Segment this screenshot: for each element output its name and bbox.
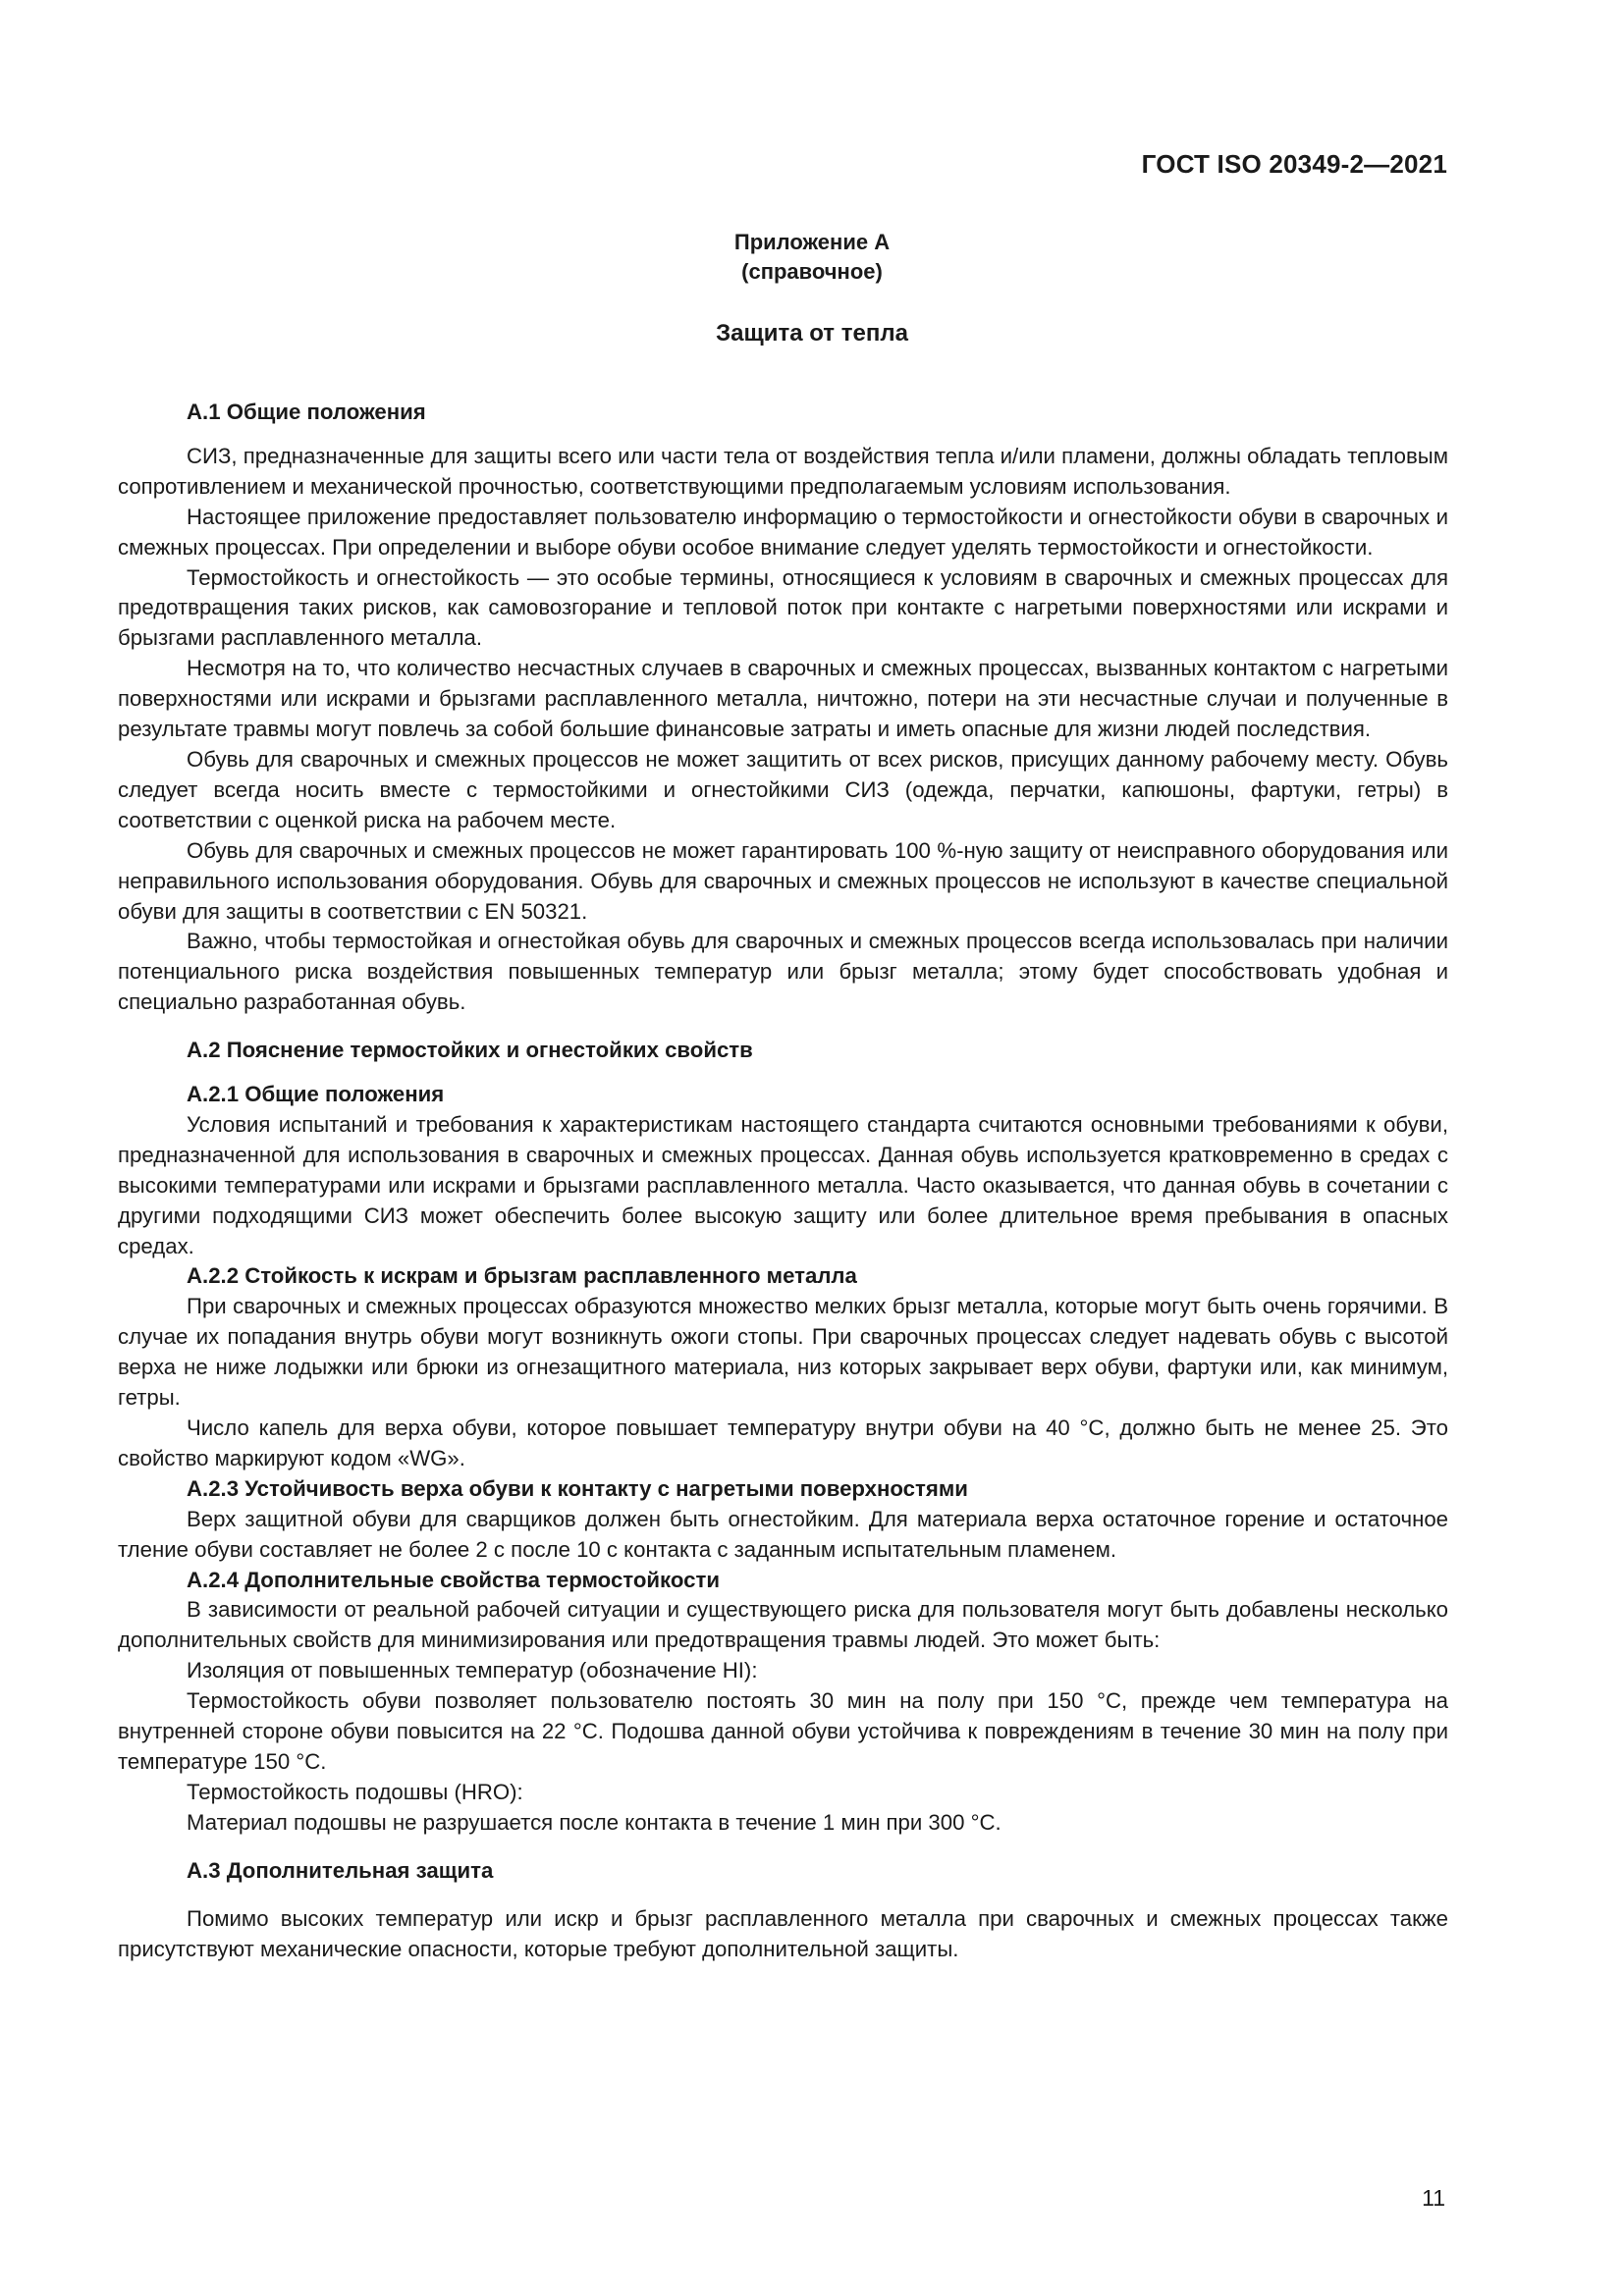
paragraph: Условия испытаний и требования к характеристикам настоящего стандарта считаются основными требованиями к обуви, предназначенной для использования в сварочных и смежных процессах. Данная обувь используется кратковременно в средах с высокими температурами или искрами и брызгами расплавленного металла. Часто оказывается, что данная обувь в сочетании с другими подходящими СИЗ может обеспечить более высокую защиту или более длительное время пребывания в опасных средах. [118,1111,1448,1258]
page-number: 11 [1422,2185,1445,2211]
paragraph: Термостойкость и огнестойкость — это особые термины, относящиеся к условиям в сварочных и смежных процессах для предотвращения таких рисков, как самовозгорание и тепловой поток при контакте с нагретыми поверхностями или искрами и брызгами расплавленного металла. [118,564,1448,651]
section-heading-a3: А.3 Дополнительная защита [187,1857,494,1883]
document-body [118,398,1448,1964]
paragraph: В зависимости от реальной рабочей ситуации и существующего риска для пользователя могут быть добавлены несколько дополнительных свойств для минимизирования или предотвращения травмы людей. Это может быть: [118,1597,1448,1653]
appendix-label: Приложение А [733,230,891,254]
paragraph: Термостойкость подошвы (HRO): [187,1779,523,1804]
paragraph: Обувь для сварочных и смежных процессов не может защитить от всех рисков, присущих данному рабочему месту. Обувь следует всегда носить вместе с термостойкими и огнестойкими СИЗ (одежда, перчатки, капюшоны, фартуки, гетры) в соответствии с оценкой риска на рабочем месте. [118,746,1448,832]
paragraph: Изоляция от повышенных температур (обозначение HI): [187,1658,758,1683]
section-heading-a2: А.2 Пояснение термостойких и огнестойких свойств [187,1038,753,1063]
paragraph: Число капель для верха обуви, которое повышает температуру внутри обуви на 40 °С, должно быть не менее 25. Это свойство маркируют кодом «WG». [118,1415,1448,1470]
subsection-heading-a23: А.2.3 Устойчивость верха обуви к контакту с нагретыми поверхностями [187,1475,968,1501]
paragraph: Верх защитной обуви для сварщиков должен быть огнестойким. Для материала верха остаточное горение и остаточное тление обуви составляет не более 2 с после 10 с контакта с заданным испытательным пламенем. [118,1506,1448,1562]
paragraph: СИЗ, предназначенные для защиты всего или части тела от воздействия тепла и/или пламени, должны обладать тепловым сопротивлением и механической прочностью, соответствующими предполагаемым условиям использования. [118,443,1448,499]
paragraph: Материал подошвы не разрушается после контакта в течение 1 мин при 300 °С. [187,1809,1001,1835]
paragraph: Термостойкость обуви позволяет пользователю постоять 30 мин на полу при 150 °С, прежде чем температура на внутренней стороне обуви повысится на 22 °С. Подошва данной обуви устойчива к повреждениям в течение 30 мин на полу при температуре 150 °С. [118,1688,1448,1774]
appendix-type: (справочное) [741,259,883,284]
subsection-heading-a22: А.2.2 Стойкость к искрам и брызгам расплавленного металла [187,1263,857,1289]
paragraph: Обувь для сварочных и смежных процессов не может гарантировать 100 %-ную защиту от неисправного оборудования или неправильного использования оборудования. Обувь для сварочных и смежных процессов не используют в качестве специальной обуви для защиты в соответствии с EN 50321. [118,837,1448,924]
section-heading-a1: А.1 Общие положения [187,400,426,424]
paragraph: Помимо высоких температур или искр и брызг расплавленного металла при сварочных и смежных процессах также присутствуют механические опасности, которые требуют дополнительной защиты. [118,1905,1448,1961]
document-code: ГОСТ ISO 20349-2—2021 [1141,149,1447,179]
subsection-heading-a24: А.2.4 Дополнительные свойства термостойкости [187,1567,720,1592]
paragraph: При сварочных и смежных процессах образуются множество мелких брызг металла, которые могут быть очень горячими. В случае их попадания внутрь обуви могут возникнуть ожоги стопы. При сварочных процессах следует надевать обувь с высотой верха не ниже лодыжки или брюки из огнезащитного материала, низ которых закрывает верх обуви, фартуки или, как минимум, гетры. [118,1294,1448,1411]
paragraph: Важно, чтобы термостойкая и огнестойкая обувь для сварочных и смежных процессов всегда использовалась при наличии потенциального риска воздействия повышенных температур или брызг металла; этому будет способствовать удобная и специально разработанная обувь. [118,929,1448,1015]
subsection-heading-a21: А.2.1 Общие положения [187,1082,445,1107]
appendix-title: Защита от тепла [716,320,908,347]
paragraph: Настоящее приложение предоставляет пользователю информацию о термостойкости и огнестойкости обуви в сварочных и смежных процессах. При определении и выборе обуви особое внимание следует уделять термостойкости и огнестойкости. [118,504,1448,560]
appendix-heading [0,228,1624,287]
paragraph: Несмотря на то, что количество несчастных случаев в сварочных и смежных процессах, вызванных контактом с нагретыми поверхностями или искрами и брызгами расплавленного металла, ничтожно, потери на эти несчастные случаи и полученные в результате травмы могут повлечь за собой большие финансовые затраты и иметь опасные для жизни людей последствия. [118,656,1448,742]
